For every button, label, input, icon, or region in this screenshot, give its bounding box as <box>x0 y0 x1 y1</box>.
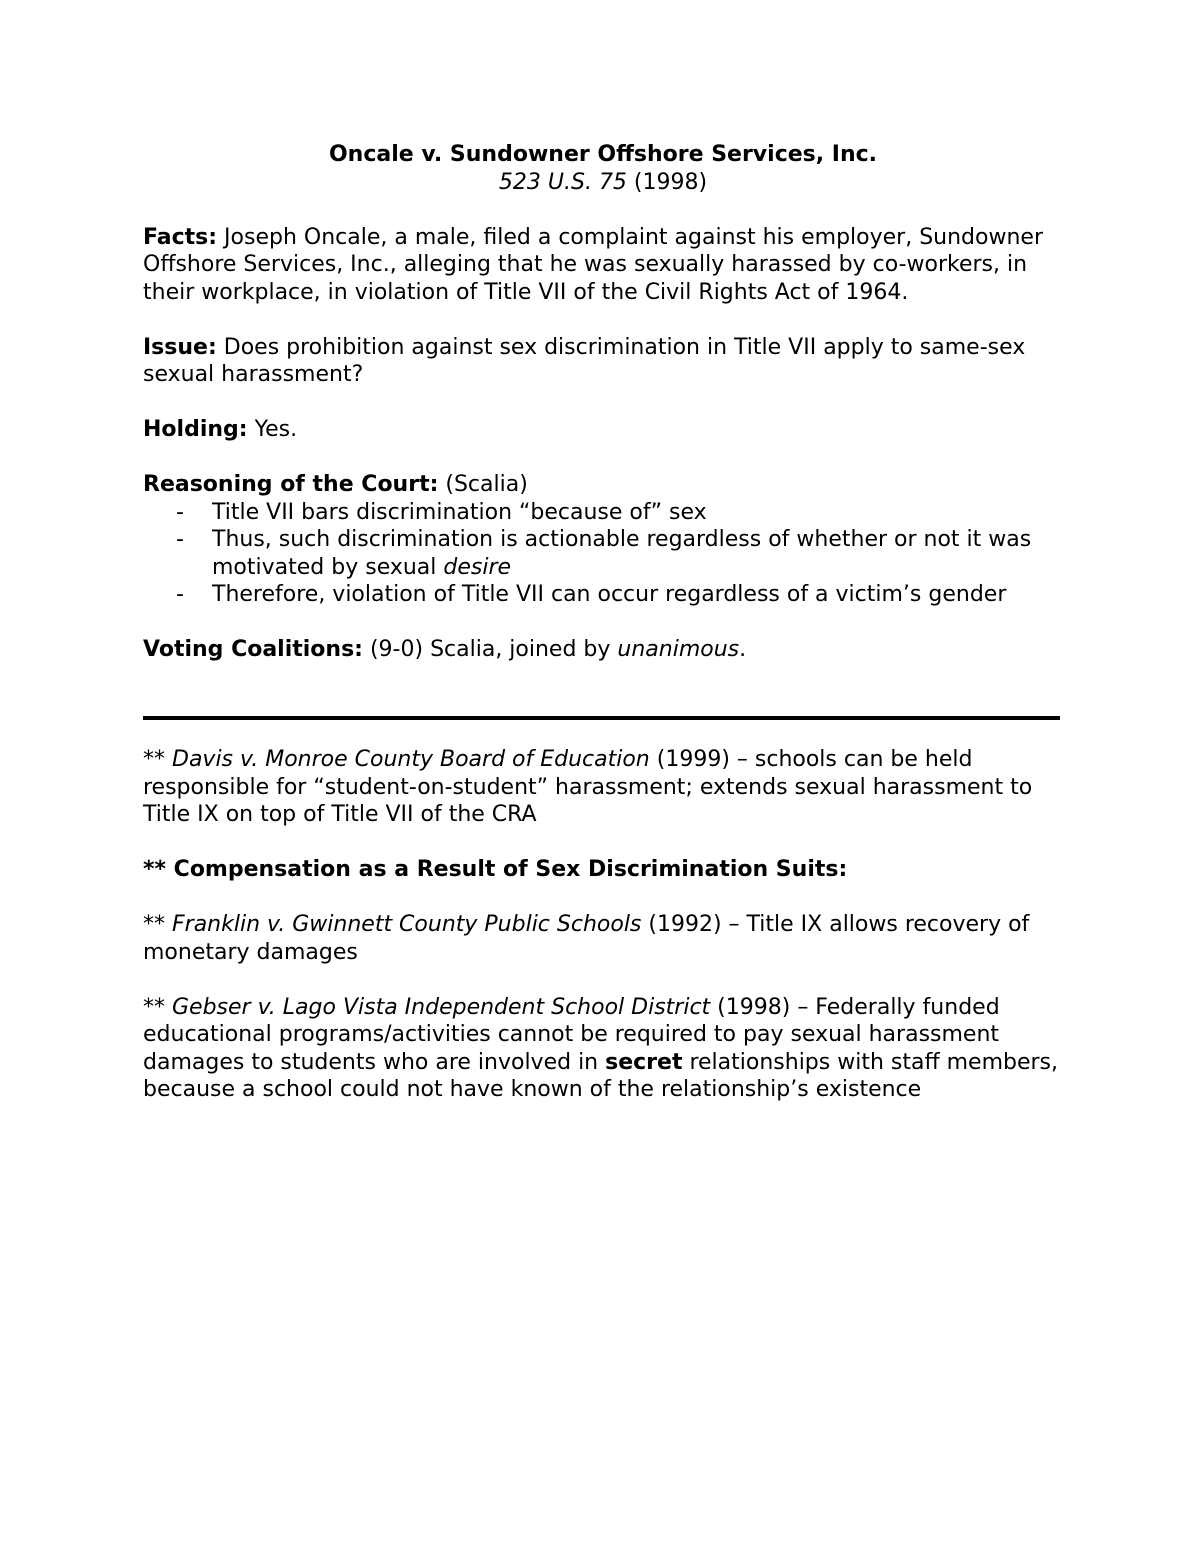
note-stars: ** <box>143 994 165 1020</box>
list-item <box>143 526 1063 581</box>
voting-label: Voting Coalitions: <box>143 637 363 662</box>
bullet-text: Thus, such discrimination is actionable regardless of whether or not it was motivated by sexual <box>212 527 1032 580</box>
gebser-text-end: relationships with staff members, because a school could not have known of the relationship’s existence <box>143 1049 1059 1102</box>
issue-paragraph <box>143 334 1063 389</box>
voting-paragraph <box>143 636 1063 664</box>
franklin-text: (1992) – Title IX allows recovery of monetary damages <box>143 912 1030 965</box>
reasoning-author: (Scalia) <box>438 472 528 497</box>
gebser-note <box>143 994 1063 1104</box>
issue-label: Issue: <box>143 334 217 360</box>
bullet-text: Therefore, violation of Title VII can occur regardless of a victim’s gender <box>212 582 1007 607</box>
gebser-text: (1998) – Federally funded educational programs/activities cannot be required to pay sexual harassment damages to students who are involved in <box>143 994 1000 1075</box>
gebser-bold-word: secret <box>605 1049 683 1075</box>
case-citation <box>143 169 1063 197</box>
davis-case-name: Davis v. Monroe County Board of Education <box>172 747 650 772</box>
holding-label: Holding: <box>143 417 248 442</box>
franklin-note <box>143 911 1063 966</box>
holding-paragraph <box>143 416 1063 444</box>
davis-text: (1999) – schools can be held responsible for “student-on-student” harassment; extends sexual harassment to Title IX on top of Title VII of the CRA <box>143 747 1033 827</box>
list-item <box>143 581 1063 609</box>
voting-end: . <box>739 637 747 662</box>
holding-text: Yes. <box>247 417 298 442</box>
note-stars: ** <box>143 912 165 937</box>
horizontal-divider <box>143 716 1060 720</box>
bullet-text-italic: desire <box>443 554 512 580</box>
bullet-dash: - <box>176 582 184 607</box>
bullet-text: Title VII bars discrimination “because of” sex <box>212 499 707 525</box>
compensation-heading: ** Compensation as a Result of Sex Discrimination Suits: <box>143 857 848 882</box>
list-item <box>143 499 1063 527</box>
voting-italic: unanimous <box>617 637 740 662</box>
reasoning-list <box>143 499 1063 609</box>
voting-text: (9-0) Scalia, joined by <box>362 637 618 662</box>
note-stars: ** <box>143 747 165 772</box>
bullet-dash: - <box>176 527 184 552</box>
reasoning-label: Reasoning of the Court: <box>143 472 439 497</box>
facts-text: Joseph Oncale, a male, filed a complaint against his employer, Sundowner Offshore Services, Inc., alleging that he was sexually harassed by co-workers, in their workplace, in violation of Title VII of the Civil Rights Act of 1964. <box>143 224 1043 305</box>
gebser-case-name: Gebser v. Lago Vista Independent School District <box>172 994 711 1020</box>
facts-label: Facts: <box>143 224 218 250</box>
case-title: Oncale v. Sundowner Offshore Services, Inc. <box>328 142 878 167</box>
citation-year: (1998) <box>626 169 708 195</box>
davis-note <box>143 746 1063 829</box>
reasoning-heading <box>143 471 1063 499</box>
issue-text: Does prohibition against sex discrimination in Title VII apply to same-sex sexual harassment? <box>143 334 1026 387</box>
facts-paragraph <box>143 224 1063 307</box>
citation-reporter: 523 U.S. 75 <box>498 169 627 195</box>
document-page <box>143 141 1063 1104</box>
franklin-case-name: Franklin v. Gwinnett County Public Schools <box>172 912 642 937</box>
bullet-dash: - <box>176 499 184 525</box>
